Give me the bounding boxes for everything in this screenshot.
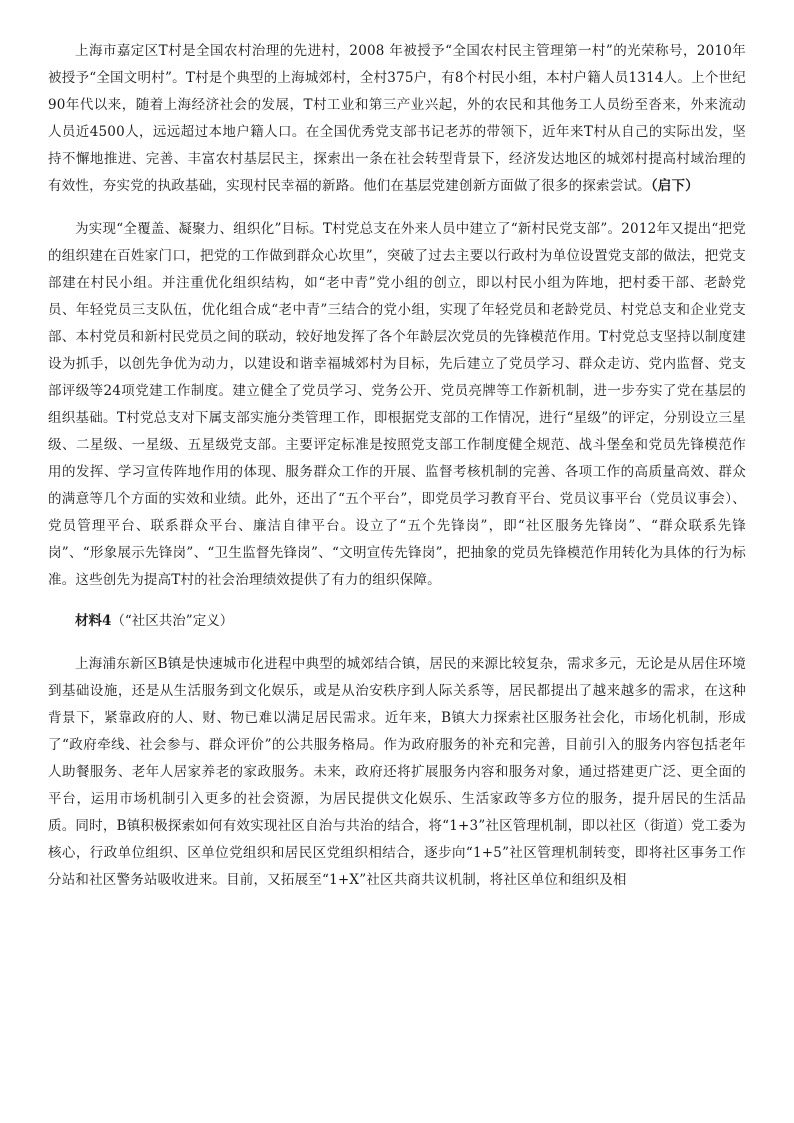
paragraph-t-village-intro xyxy=(48,38,746,200)
paragraph-text: 为实现“全覆盖、凝聚力、组织化”目标。T村党总支在外来人员中建立了“新村民党支部”。2012年又提出“把党的组织建在百姓家门口，把党的工作做到群众心坎里”，突破了过去主要以行政村为单位设置党支部的做法，把党支部建在村民小组。并注重优化组织结构，如“老中青”党小组的创立，即以村民小组为阵地，把村委干部、老龄党员、年轻党员三支队伍，优化组合成“老中青”三结合的党小组，实现了年轻党员和老龄党员、村党总支和企业党支部、本村党员和新村民党员之间的联动，较好地发挥了各个年龄层次党员的先锋模范作用。T村党总支坚持以制度建设为抓手，以创先争优为动力，以建设和谐幸福城郊村为目标，先后建立了党员学习、群众走访、党内监督、党支部评级等24项党建工作制度。建立健全了党员学习、党务公开、党员亮牌等工作新机制，进一步夯实了党在基层的组织基础。T村党总支对下属支部实施分类管理工作，即根据党支部的工作情况，进行“星级”的评定，分别设立三星级、二星级、一星级、五星级党支部。主要评定标准是按照党支部工作制度健全规范、战斗堡垒和党员先锋模范作用的发挥、学习宣传阵地作用的体现、服务群众工作的开展、监督考核机制的完善、各项工作的高质量高效、群众的满意等几个方面的实效和业绩。此外，还出了“五个平台”，即党员学习教育平台、党员议事平台（党员议事会）、党员管理平台、联系群众平台、廉洁自律平台。设立了“五个先锋岗”，即“社区服务先锋岗”、“群众联系先锋岗”、“形象展示先锋岗”、“卫生监督先锋岗”、“文明宣传先锋岗”，把抽象的党员先锋模范作用转化为具体的行为标准。这些创先为提高T村的社会治理绩效提供了有力的组织保障。 xyxy=(48,221,746,588)
paragraph-party-building xyxy=(48,216,746,594)
paragraph-text: 上海浦东新区B镇是快速城市化进程中典型的城郊结合镇，居民的来源比较复杂，需求多元，无论是从居住环境到基础设施，还是从生活服务到文化娱乐，或是从治安秩序到人际关系等，居民都提出了越来越多的需求，在这种背景下，紧靠政府的人、财、物已难以满足居民需求。近年来，B镇大力探索社区服务社会化，市场化机制，形成了“政府牵线、社会参与、群众评价”的公共服务格局。作为政府服务的补充和完善，目前引入的服务内容包括老年人助餐服务、老年人居家养老的家政服务。未来，政府还将扩展服务内容和服务对象，通过搭建更广泛、更全面的平台，运用市场机制引入更多的社会资源，为居民提供文化娱乐、生活家政等多方位的服务，提升居民的生活品质。同时，B镇积极探索如何有效实现社区自治与共治的结合，将“1+3”社区管理机制，即以社区（街道）党工委为核心，行政单位组织、区单位党组织和居民区党组织相结合，逐步向“1+5”社区管理机制转变，即将社区事务工作分站和社区警务站吸收进来。目前，又拓展至“1+X”社区共商共议机制，将社区单位和组织及相 xyxy=(48,656,746,888)
document-page xyxy=(48,38,746,894)
material-label: 材料4 xyxy=(75,613,112,629)
material-note: （“社区共治”定义） xyxy=(111,613,234,629)
material-heading xyxy=(48,608,746,635)
paragraph-text: 上海市嘉定区T村是全国农村治理的先进村，2008 年被授予“全国农村民主管理第一村”的光荣称号，2010年被授予“全国文明村”。T村是个典型的上海城郊村，全村375户，有8个村民小组，本村户籍人员1314人。上个世纪90年代以来，随着上海经济社会的发展，T村工业和第三产业兴起，外的农民和其他务工人员纷至沓来，外来流动人员近4500人，远远超过本地户籍人口。在全国优秀党支部书记老苏的带领下，近年来T村从自己的实际出发，坚持不懈地推进、完善、丰富农村基层民主，探索出一条在社会转型背景下，经济发达地区的城郊村提高村域治理的有效性，夯实党的执政基础，实现村民幸福的新路。他们在基层党建创新方面做了很多的探索尝试。 xyxy=(48,43,746,194)
paragraph-b-town xyxy=(48,651,746,894)
transition-note: （启下） xyxy=(650,178,699,194)
